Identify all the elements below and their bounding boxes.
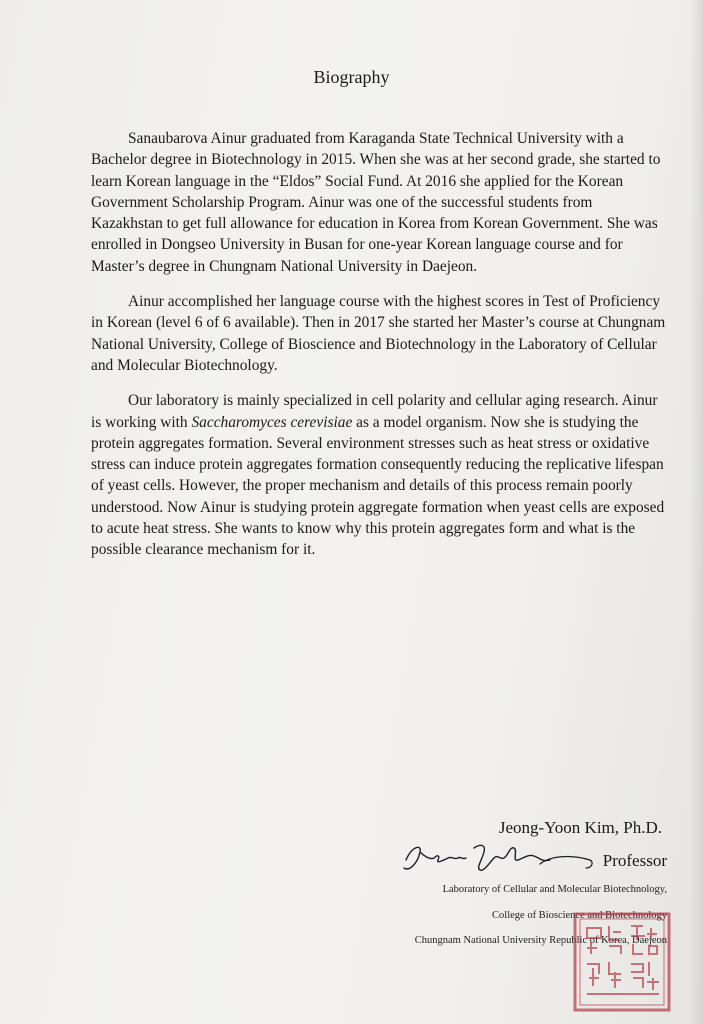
paragraph-research-part2: as a model organism. Now she is studying the protein aggregates formation. Several environment stresses such as heat stress or oxidative stress can induce protein aggregates formation consequently reducing the replicative lifespan of yeast cells. However, the proper mechanism and details of this process remain poorly understood. Now Ainur is studying protein aggregate formation when yeast cells are exposed to acute heat stress. She wants to know why this protein aggregates form and what is the possible clearance mechanism for it. [91,413,665,559]
page-edge-shadow [689,0,703,1024]
signatory-position: Professor [602,851,667,870]
paragraph-education: Sanaubarova Ainur graduated from Karaganda State Technical University with a Bachelor degree in Biotechnology in 2015. When she was at her second grade, she started to learn Korean language in the “Eldos” Social Fund. At 2016 she applied for the Korean Government Scholarship Program. Ainur was one of the successful students from Kazakhstan to get full allowance for education in Korea from Korean Government. She was enrolled in Dongseo University in Busan for one-year Korean language course and for Master’s degree in Chungnam National University in Daejeon. [91,130,661,275]
paragraph-language-course: Ainur accomplished her language course with the highest scores in Test of Proficiency in Korean (level 6 of 6 available). Then in 2017 she started her Master’s course at Chungnam National University, College of Bioscience and Biotechnology in the Laboratory of Cellular and Molecular Biotechnology. [91,293,666,374]
organism-name: Saccharomyces cerevisiae [191,413,353,431]
document-title: Biography [313,67,390,87]
paragraph-research-part1: Our laboratory is mainly specialized in cell polarity and cellular aging research. Ainur is working with [91,392,658,431]
paragraph-research [91,390,667,560]
official-seal-stamp [573,912,671,1012]
affiliation-university: Chungnam National University Republic of Korea, Daejeon [414,935,667,946]
signatory-name: Jeong-Yoon Kim, Ph.D. [498,818,662,837]
handwritten-signature [400,838,600,878]
biography-body [91,128,667,575]
affiliation-lab: Laboratory of Cellular and Molecular Biotechnology, [442,884,667,895]
affiliation-college: College of Bioscience and Biotechnology [492,910,667,921]
